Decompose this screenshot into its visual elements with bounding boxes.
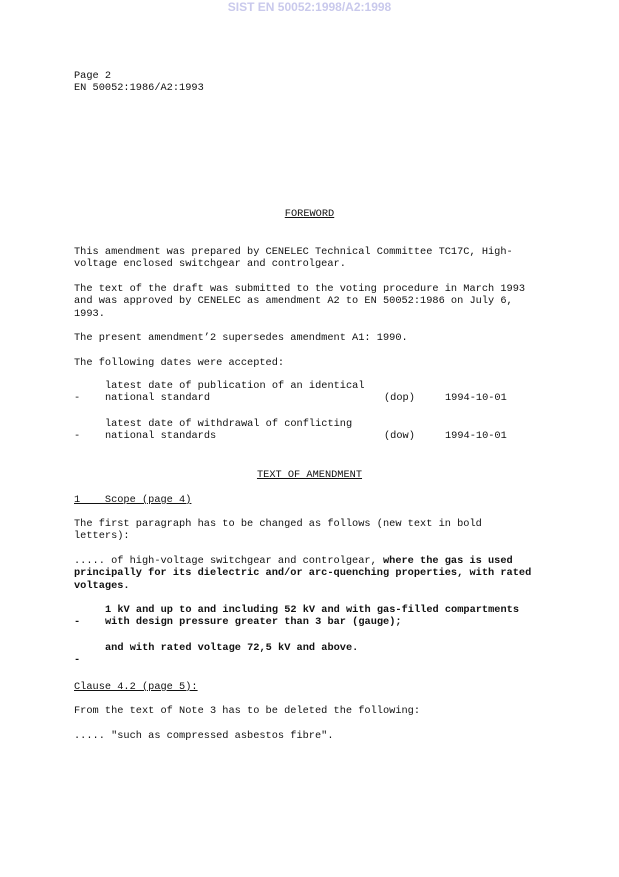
list-dash: - <box>74 430 81 443</box>
clause-paragraph-2: ..... "such as compressed asbestos fibre". <box>74 730 334 742</box>
date-code: (dop) <box>384 392 415 405</box>
foreword-paragraph-3: The present amendment’2 supersedes amendment A1: 1990. <box>74 332 408 344</box>
clause-heading: Clause 4.2 (page 5): <box>74 681 198 693</box>
list-dash: - <box>74 654 81 667</box>
page-header <box>74 70 204 95</box>
text-line: The text of the draft was submitted to the voting procedure in March 1993 <box>74 283 526 295</box>
normal-text: ..... of high-voltage switchgear and controlgear, <box>74 555 377 567</box>
page-number: Page 2 <box>74 70 112 82</box>
date-description: national standard <box>105 392 211 405</box>
scope-paragraph-1 <box>74 518 482 543</box>
date-description: national standards <box>105 430 217 443</box>
text-line: 1993. <box>74 307 105 320</box>
scope-bullet <box>74 642 554 667</box>
date-value: 1994-10-01 <box>445 392 507 405</box>
clause-paragraph-1: From the text of Note 3 has to be deleted the following: <box>74 705 421 717</box>
date-code: (dow) <box>384 430 415 443</box>
foreword-paragraph-4: The following dates were accepted: <box>74 357 285 369</box>
scope-heading: 1 Scope (page 4) <box>74 494 192 506</box>
text-line: The first paragraph has to be changed as follows (new text in bold <box>74 518 482 530</box>
date-description: latest date of publication of an identical <box>105 380 365 392</box>
text-line: letters): <box>74 530 130 543</box>
text-line: voltage enclosed switchgear and controlgear. <box>74 258 346 271</box>
bold-text: voltages. <box>74 579 130 592</box>
bullet-text: and with rated voltage 72,5 kV and above. <box>105 642 359 654</box>
foreword-paragraph-1 <box>74 246 513 271</box>
text-line: and was approved by CENELEC as amendment A2 to EN 50052:1986 on July 6, <box>74 295 513 308</box>
date-value: 1994-10-01 <box>445 430 507 443</box>
date-description: latest date of withdrawal of conflicting <box>105 418 353 430</box>
amendment-title: TEXT OF AMENDMENT <box>256 469 363 481</box>
list-dash: - <box>74 392 81 405</box>
watermark: SIST EN 50052:1998/A2:1998 <box>227 0 392 14</box>
text-line: This amendment was prepared by CENELEC Technical Committee TC17C, High- <box>74 246 513 258</box>
date-item <box>74 418 554 444</box>
foreword-paragraph-2 <box>74 283 525 320</box>
document-reference: EN 50052:1986/A2:1993 <box>74 82 204 95</box>
scope-bullet <box>74 604 554 630</box>
bold-text: where the gas is used <box>376 555 513 567</box>
list-dash: - <box>74 616 81 629</box>
bullet-text: with design pressure greater than 3 bar (gauge); <box>105 616 402 629</box>
foreword-title: FOREWORD <box>284 208 335 220</box>
date-item <box>74 380 554 406</box>
scope-paragraph-2 <box>74 555 531 592</box>
bold-text: principally for its dielectric and/or arc-quenching properties, with rated <box>74 567 532 580</box>
bullet-text: 1 kV and up to and including 52 kV and with gas-filled compartments <box>105 604 520 616</box>
